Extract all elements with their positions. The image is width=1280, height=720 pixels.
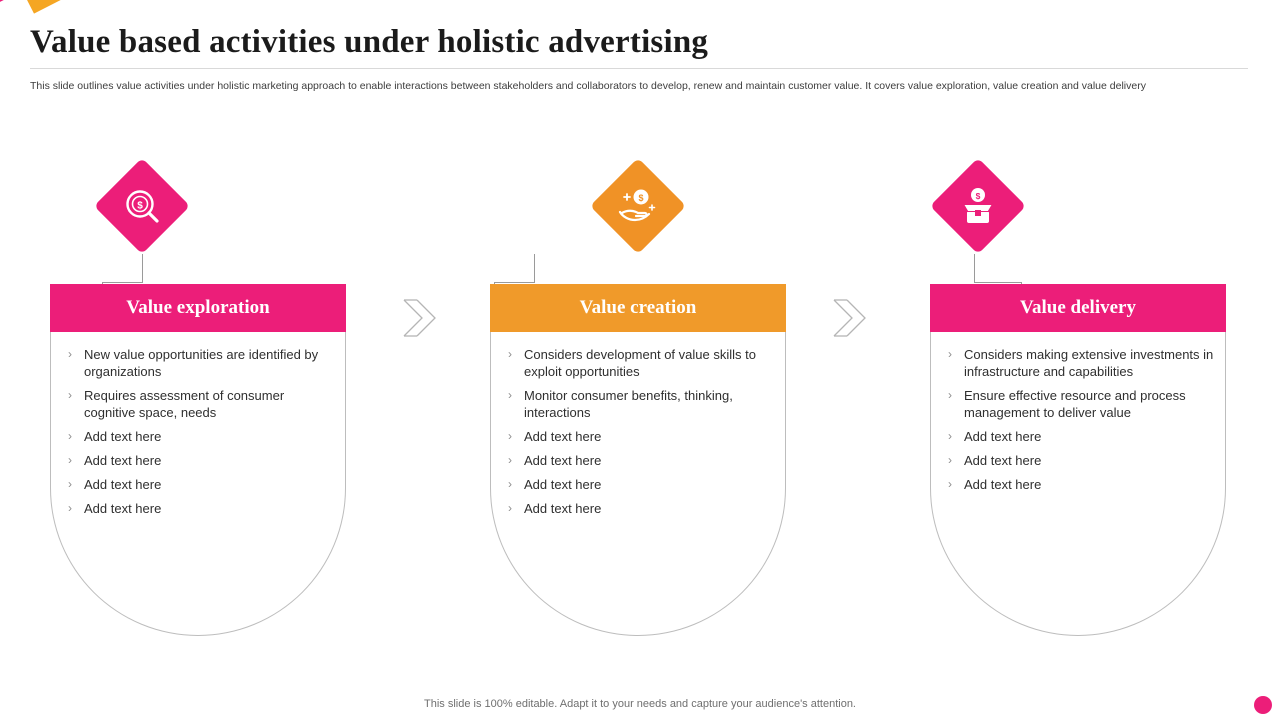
chevron-right-icon: ›: [948, 347, 952, 361]
list-item: › Add text here: [68, 429, 162, 444]
list-item: › Considers development of value skills to exploit opportunities: [508, 347, 756, 379]
list-item: › Add text here: [948, 429, 1042, 444]
footer-note: This slide is 100% editable. Adapt it to your needs and capture your audience's attention.: [424, 698, 856, 710]
chevron-right-icon: ›: [508, 388, 512, 402]
list-item: › Add text here: [508, 501, 602, 516]
exploration-card-header: Value exploration: [50, 284, 346, 332]
creation-bullet-list: [508, 346, 776, 524]
list-item: › Monitor consumer benefits, thinking, interactions: [508, 388, 733, 420]
chevron-right-icon: ›: [508, 453, 512, 467]
chevron-right-icon: ›: [68, 501, 72, 515]
delivery-icon-badge: [930, 158, 1026, 254]
list-item: › Add text here: [508, 453, 602, 468]
list-item: › Add text here: [68, 453, 162, 468]
list-item: › Ensure effective resource and process management to deliver value: [948, 388, 1186, 420]
list-item: › Add text here: [948, 477, 1042, 492]
chevron-right-icon: ›: [68, 388, 72, 402]
list-item: › Add text here: [68, 501, 162, 516]
money-magnifier-icon: [94, 158, 190, 254]
svg-text:$: $: [638, 193, 644, 203]
money-box-icon: [930, 158, 1026, 254]
corner-dot-decoration: [1254, 696, 1272, 714]
svg-text:$: $: [975, 190, 981, 201]
chevron-right-icon: ›: [508, 501, 512, 515]
delivery-bullet-list: [948, 346, 1216, 500]
creation-card-header: Value creation: [490, 284, 786, 332]
chevron-right-icon: ›: [948, 429, 952, 443]
svg-text:$: $: [137, 200, 143, 212]
chevron-right-icon: ›: [948, 453, 952, 467]
chevron-right-icon: ›: [68, 453, 72, 467]
exploration-bullet-list: [68, 346, 336, 524]
ribbon-orange-bar: [24, 0, 114, 14]
chevron-right-icon: ›: [948, 388, 952, 402]
list-item: › Add text here: [508, 429, 602, 444]
chevron-right-icon: ›: [508, 477, 512, 491]
flow-arrow-2-icon: [828, 290, 872, 346]
list-item: › Add text here: [948, 453, 1042, 468]
value-activities-columns: [0, 150, 1280, 650]
page-subtitle: This slide outlines value activities under holistic marketing approach to enable interactions between stakeholders and collaborators to develop, renew and maintain customer value. It covers value exploration, value creation and value delivery: [30, 80, 1146, 92]
chevron-right-icon: ›: [68, 347, 72, 361]
chevron-right-icon: ›: [948, 477, 952, 491]
creation-icon-badge: [590, 158, 686, 254]
delivery-card-header: Value delivery: [930, 284, 1226, 332]
flow-arrow-1-icon: [398, 290, 442, 346]
exploration-icon-badge: [94, 158, 190, 254]
chevron-right-icon: ›: [68, 477, 72, 491]
list-item: › New value opportunities are identified by organizations: [68, 347, 319, 379]
list-item: › Requires assessment of consumer cognitive space, needs: [68, 388, 285, 420]
page-title: Value based activities under holistic advertising: [30, 24, 709, 60]
list-item: › Add text here: [68, 477, 162, 492]
chevron-right-icon: ›: [508, 429, 512, 443]
chevron-right-icon: ›: [68, 429, 72, 443]
corner-ribbon-decoration: [0, 0, 120, 26]
list-item: › Add text here: [508, 477, 602, 492]
hand-coin-icon: [590, 158, 686, 254]
chevron-right-icon: ›: [508, 347, 512, 361]
title-divider: [30, 68, 1248, 69]
list-item: › Considers making extensive investments in infrastructure and capabilities: [948, 347, 1214, 379]
